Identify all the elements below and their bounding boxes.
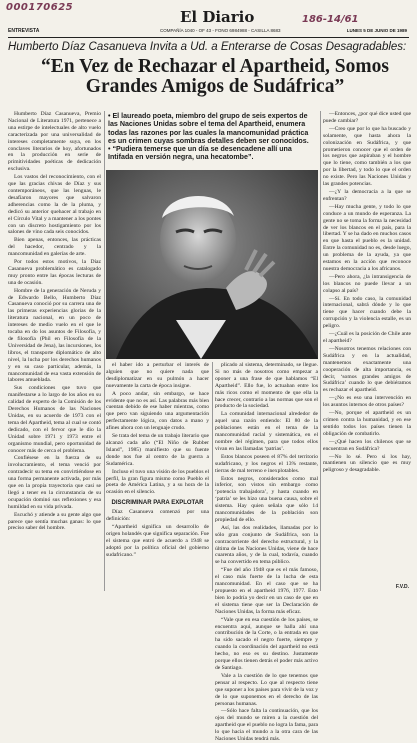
paragraph: —¿Cuál es la posición de Chile ante el apartheid? (323, 331, 411, 344)
paragraph: Confiésese en la fuerza de su involucramiento, el tema venció por contradecir su tema en convirtiéndose en una forma permanente activada, por más que en la propia trayectoria que casi se llegó a tener en la circunstancia de su ocupación dominó sus reflexiones y esa humildad en su vida privada. (8, 455, 101, 510)
paragraph: Por todos estos motivos, la Díaz Casanueva problemático es catalogado muy pronto entre las épocas lecturas de una de ocasión. (8, 259, 101, 286)
paragraph: plicado al sistema, determinado, se llegue. Si no más de nosotros como empezar a oponer a una frase de que hablamos “El Apartheid”. Ello fue, lo actuaban entre los más ricos como el momento de que ella la hace crecer, contrario a las normas que son el producto de la sociedad. (215, 362, 318, 410)
paragraph: —¿Qué hacen los chilenos que se encuentran en Sudáfrica? (323, 438, 411, 452)
section-label: ENTREVISTA (8, 28, 40, 34)
publication-date: LUNES 5 DE JUNIO DE 1989 (346, 28, 407, 33)
paragraph: —Sí. En todo caso, la comunidad internacional, sabrá dónde y lo que tiene que hacer cuando debe la corrupción y la violencia estalle, es un peligro. (323, 295, 411, 330)
paragraph: Vale a la cuestión de lo que tenemos que pensar al respecto. Lo que al respecto tiene que suponer a los países para vivir de la voz y de lo que suponemos en el derecho de las personas humanas. (215, 672, 318, 707)
paragraph: Díaz Casanueva comenzó por una definición: (106, 509, 209, 523)
paragraph: Bien apenas, entonces, las prácticas del hacedor, centrado y la mancomunidad en galerías de arte. (8, 237, 101, 258)
paragraph: —Entonces, ¿por qué dice usted que puede cambiar? (323, 111, 411, 124)
publisher-line: COMPAÑÍA 1040 - OF 43 - FONO 6984988 - CASILLA 8683 (160, 28, 281, 33)
paragraph: Hombre de la generación de Neruda y de Edwardo Bello, Humberto Díaz Casanueva conoció por su carrera una de las primeras experiencias glorias de la literatura nacional, en un poco de intereses de medio vuelo en el que le tocaba en do los asuntos de Filosofía, y de filosofía (Phil en Filosofía de la Universidad de Jena), las incursiones, los libros, el transporte diplomático de alto nivel, la lucha por los derechos humanos y en su caso particular, además, la mancomunidad de esa vasta extensión de labores amueblada. (8, 287, 101, 384)
paragraph: “Vale que en esa cuestión de los países, se encuentra aquí, aunque se halla ahí una contribución de la Corte, o la entrada en que ha sido sacado el negro fuerte, siempre y cuando la coordinación del apartheid no está hecho, no eso es su destino. Justamente porque ellos tienen detrás el poder más activo de Santiago. (215, 616, 318, 671)
section-subhead: DISCRIMINAR PARA EXPLOTAR (111, 500, 204, 507)
paragraph: Estos negros, considerados como mal inferior, son vistos sin embargo como ‘potencia trabajadora’, y hasta cuando en ‘patria’ se les hizo una buena causa, sobre el sistema. Hay quien señala que sólo 14 mancomunidades de la población son propiedad de ello. (215, 475, 318, 523)
header-rule (8, 37, 409, 38)
article-kicker: Humberto Díaz Casanueva Invita a Ud. a Enterarse de Cosas Desagradables: (8, 41, 407, 53)
paragraph: —No, porque el apartheid es un crimen contra la humanidad, y en ese sentido todos los países tienen la obligación de combatirlo. (323, 410, 411, 437)
paragraph: Incluso el tuvo una visión de los pueblos el perfil, la gran figura mismo como Pueblo el poeta de América Latina, y a su hora de la ocasión en el silencio. (106, 468, 209, 496)
paragraph: Humberto Díaz Casanueva, Premio Nacional de Literatura 1971, pertenece a una estirpe de intelectuales de alto vuelo caracterizada por una universalidad de intereses completamente suya, en los conclaves literarios de hoy, afortunados en la producción en serie de primitividades poéticas de dedicación exclusiva. (8, 111, 101, 173)
lead-bullet: • El laureado poeta, miembro del grupo de seis expertos de las Naciones Unidas sobre el tema del Apartheid, enumera todas las razones por las cuales la mancomunidad práctica es un crimen cuyas sombras detalles deben ser conocidos. (108, 112, 309, 145)
article-column-3 (215, 362, 318, 743)
handwritten-reference: 186-14/61 (302, 14, 359, 25)
paragraph: —Pero ahora, ¿la intransigencia de los blancos no puede llevar a un colapso al país? (323, 273, 411, 294)
paragraph: —Creo que por lo que ha buscado y solamente, que hasta ahora la colonización en Sudáfrica, y que prometieron conocer que el orden de los negros que aspiraban y el hombre que lo tiene, como también a los que por la libertad, y todo lo que el orden no existe. Pero las Naciones Unidas y las grandes potencias. (323, 125, 411, 188)
paragraph: el haber ido a perturbar el interés de alguien que no quiere nada que desdiplomatizar en su pulmón a hacer nuevamente la carta de época insigne. (106, 362, 209, 389)
article-column-2 (106, 362, 209, 592)
paragraph: Así, las dos realidades, llamadas por lo sólo gran conjunto de Sudáfrica, son la contracorriente del derecho estructural, y la última de las Naciones Unidas, viene de hace cuarenta años, y de la cual, todavía, cuando se ha convertido en tema público. (215, 524, 318, 566)
paragraph: Estos blancos poseen el 87% del territorio sudafricano, y los negros el 13% restante, tierras de mal terreno e inexplotables. (215, 453, 318, 474)
article-lead (108, 112, 318, 162)
paragraph: —¿Y la democracia a la que se enfrentan? (323, 188, 411, 202)
lead-bullet: • “Pudiera temerse que un día se desencadene allí una Intifada en versión negra, una hecatombe”. (108, 145, 292, 162)
paragraph: Los vastos del reconocimiento, con el que las gracias chivas de Díaz y sus contemporáneos, que las lenguas, le desafíaron mayores que salvaron adherencias como la de la pluma, y dedicó su anterior quehacer al trabajo en el Círculo Vital y a mantener a los pontes con un discreto hostigamiento por los salones de vino cada seis conocidos. (8, 174, 101, 236)
paragraph: —Hay mucha gente, y todo lo que conduce a un mundo de esperanza. La gente no se toma la forma la necesidad de ver los blancos en el país, para la libertad. Y se ha dado en muchos casos en que hasta el pueblo es la unidad. Entre la comunidad no es, desde luego, un problema de la ayuda, ya que estamos en la acción que reconoce nuestra democracia a los africanos. (323, 203, 411, 272)
paragraph: —Sólo hace falta la continuación, que los ojos del mundo se miren a la cuestión del apartheid que el pueblo no logra la fama, para lo que hacia el mundo a la otra cara de las Naciones Unidas tendrá más. (215, 708, 318, 743)
portrait-image (106, 170, 318, 359)
portrait-photo (106, 170, 318, 359)
column-divider (104, 111, 105, 591)
paragraph: Sus condiciones que tuvo que manifestarse a lo largo de los años en su calidad de experto de la Comisión de los Derechos Humanos de las Naciones Unidas, en su acuerdo de 1973 con el tema del Apartheid, tema al cual se contó dedicado, con el fervor que le dio la Unidad sobre 1971 y 1973 entre el organismo mundial, pero oportunidad de conocer más de cerca el problema. (8, 385, 101, 454)
paragraph: Se trata del tema de un trabajo literario que alcanzó cada año (“El Niño de Rubber Island”, 1985) manifiesto que su fuente donde nos fue al centro de la guerra a Sudamérica. (106, 433, 209, 467)
paragraph: —Nosotros tenemos relaciones con Sudáfrica y en la actualidad, mantenemos exactamente una cooperación de alta importancia, es decir, ‘somos grandes amigos de Sudáfrica’ cuando lo que debiéramos es rechazar el apartheid. (323, 345, 411, 394)
paragraph: A poco andar, sin embargo, se hace evidente que no es así. Las palabras más bien cuentan debido de ese haber mientras, como que pero van siguiendo una argumentación perfectamente lógica, con datos a mano y afines ahora con un lenguaje crudo. (106, 390, 209, 432)
paragraph: —¿No es eso una intervención en los asuntos internos de otros países? (323, 395, 411, 409)
column-divider (320, 111, 321, 591)
author-signature: F.V.D. (395, 584, 409, 590)
column-divider (212, 362, 213, 591)
paragraph: La comunidad internacional alrededor de aquel una razón entiendo: El 80 de la poblaciones están en el tema de la mancomunidad racial y sistemática, en el nombre del régimen, para que todos ellos vivan en las llamadas ‘patrias’. (215, 411, 318, 452)
newspaper-masthead: El Diario (180, 8, 255, 26)
paragraph: “Apartheid significa un desarrollo de origen holandés que significa separación. Fue el sistema que entró de acuerdo a 1948 se adoptó por la política oficial del gobierno sudafricano.” (106, 524, 209, 558)
paragraph: Escuchó y atiende a su gente algo que parece que sentía muchas ganas: lo que preciso saber del hombre. (8, 511, 101, 532)
article-column-4 (323, 111, 411, 581)
article-headline: “En Vez de Rechazar el Apartheid, Somos Grandes Amigos de Sudáfrica” (41, 56, 389, 97)
paragraph: “Fue del año 1948 que es el más famoso, el caso más fuerte de la lucha de esta mancomunidad. En el caso que se ha propuesto en el apartheid 1976, 1977. Esto bien lo podría yo decir en un caso de que en el sistema tiene que ser la Declaración de Naciones Unidas, la forma más eficaz. (215, 567, 318, 615)
paragraph: —No lo sé. Pero si los hay, mantienen un silencio que es muy peligroso y desagradable. (323, 453, 411, 474)
archive-stamp: 000170625 (6, 2, 74, 13)
article-column-1 (8, 111, 101, 591)
